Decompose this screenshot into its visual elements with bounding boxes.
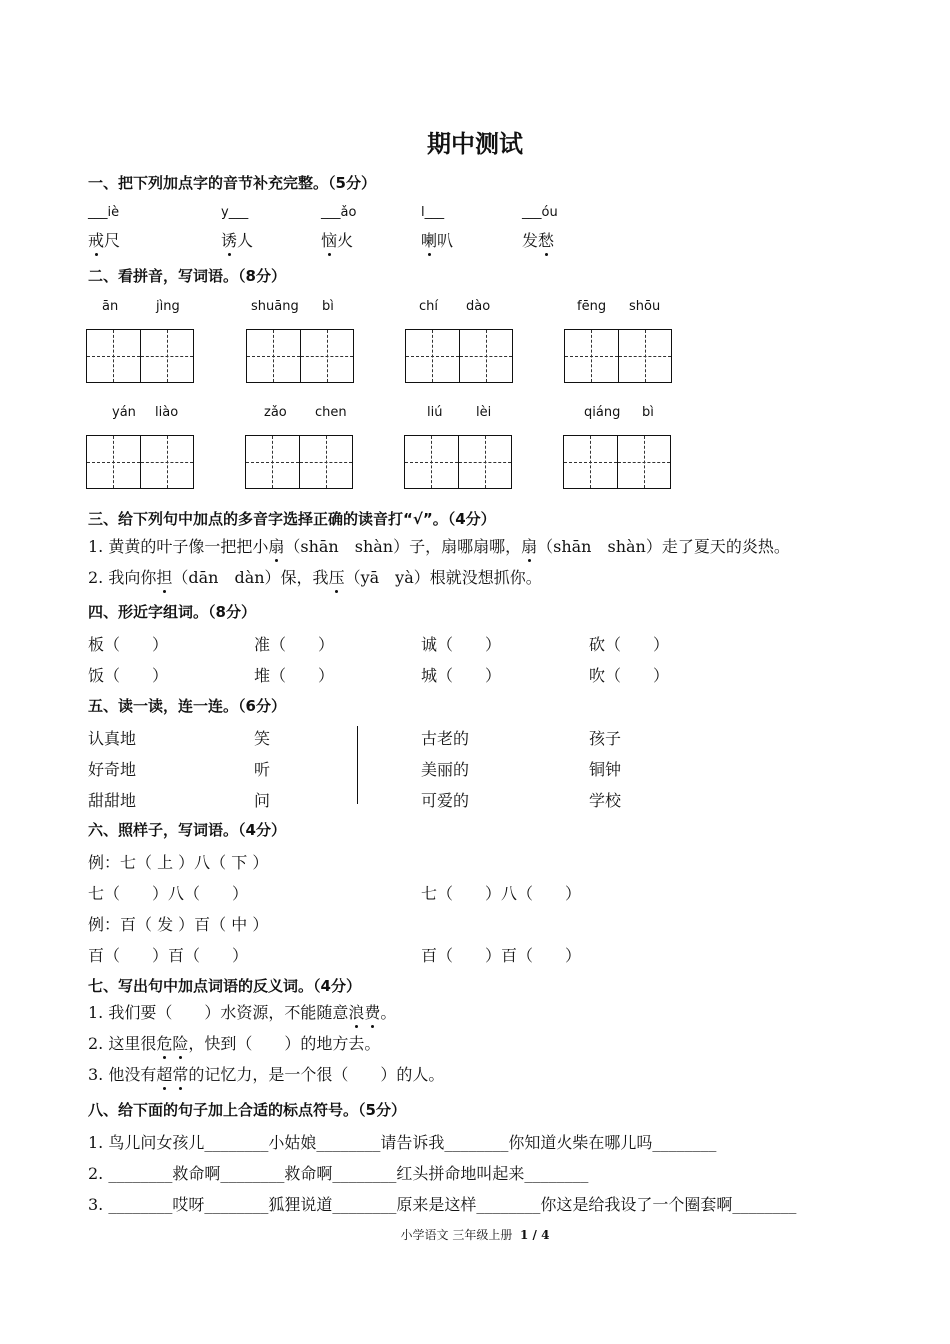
s2-pinyin: qiáng (584, 405, 621, 420)
writing-grid[interactable] (564, 329, 672, 383)
writing-grid[interactable] (563, 435, 671, 489)
s4-item: 城（ ） (421, 666, 502, 685)
s1-word-2: 诱人 (221, 228, 253, 251)
s5-word: 孩子 (589, 729, 622, 748)
s2-pinyin: liào (155, 405, 179, 420)
s4-item: 板（ ） (88, 635, 169, 654)
s8-line-2: 2. ________救命啊________救命啊________红头拼命地叫起来________ (88, 1164, 589, 1183)
s5-word: 可爱的 (421, 791, 470, 810)
divider-line (357, 726, 358, 804)
s5-word: 问 (254, 791, 271, 810)
writing-grid[interactable] (86, 329, 194, 383)
s1-pinyin-3: ___ǎo (321, 205, 357, 220)
s5-word: 认真地 (88, 729, 137, 748)
s2-pinyin: dào (466, 299, 491, 314)
s2-pinyin: ān (102, 299, 119, 314)
s4-item: 准（ ） (254, 635, 335, 654)
s5-word: 铜钟 (589, 760, 622, 779)
s1-word-3: 恼火 (321, 228, 353, 251)
writing-grid[interactable] (245, 435, 353, 489)
s7-line-2: 2. 这里很危险，快到（ ）的地方去。 (88, 1031, 380, 1054)
s2-pinyin: bì (642, 405, 654, 420)
s2-pinyin: liú (427, 405, 443, 420)
s4-item: 砍（ ） (589, 635, 670, 654)
s1-pinyin-4: l___ (421, 205, 445, 220)
section-3-heading: 三、给下列句中加点的多音字选择正确的读音打“√”。（4分） (88, 510, 496, 528)
writing-grid[interactable] (86, 435, 194, 489)
writing-grid[interactable] (404, 435, 512, 489)
s2-pinyin: bì (322, 299, 334, 314)
s3-line-1: 1. 黄黄的叶子像一把把小扇（shān shàn）子，扇哪扇哪，扇（shān shàn）走了夏天的炎热。 (88, 534, 790, 557)
s5-word: 甜甜地 (88, 791, 137, 810)
s5-word: 听 (254, 760, 271, 779)
s5-word: 古老的 (421, 729, 470, 748)
s2-pinyin: zǎo (264, 405, 287, 420)
s2-pinyin: lèi (476, 405, 492, 420)
s5-word: 学校 (589, 791, 622, 810)
s2-pinyin: shuāng (251, 299, 299, 314)
section-7-heading: 七、写出句中加点词语的反义词。（4分） (88, 977, 361, 995)
section-6-heading: 六、照样子，写词语。（4分） (88, 821, 286, 839)
s4-item: 吹（ ） (589, 666, 670, 685)
writing-grid[interactable] (405, 329, 513, 383)
s7-line-1: 1. 我们要（ ）水资源，不能随意浪费。 (88, 1000, 396, 1023)
page-footer: 小学语文 三年级上册 1 / 4 (400, 1228, 550, 1242)
s6-item: 七（ ）八（ ） (421, 884, 582, 903)
s2-pinyin: jìng (156, 299, 180, 314)
s4-item: 饭（ ） (88, 666, 169, 685)
s1-pinyin-2: y___ (221, 205, 249, 220)
s4-item: 堆（ ） (254, 666, 335, 685)
s2-pinyin: chen (315, 405, 347, 420)
s6-example-2: 例：百（ 发 ）百（ 中 ） (88, 915, 269, 934)
s4-item: 诚（ ） (421, 635, 502, 654)
page-number: 1 / 4 (520, 1228, 550, 1242)
section-5-heading: 五、读一读，连一连。（6分） (88, 697, 286, 715)
s1-pinyin-5: ___óu (522, 205, 558, 220)
section-2-heading: 二、看拼音，写词语。（8分） (88, 267, 286, 285)
s1-word-5: 发愁 (522, 228, 554, 251)
s6-example-1: 例：七（ 上 ）八（ 下 ） (88, 853, 269, 872)
s2-pinyin: fēng (577, 299, 607, 314)
s6-item: 七（ ）八（ ） (88, 884, 249, 903)
s6-item: 百（ ）百（ ） (421, 946, 582, 965)
section-4-heading: 四、形近字组词。（8分） (88, 603, 256, 621)
s1-word-1: 戒尺 (88, 228, 120, 251)
s3-line-2: 2. 我向你担（dān dàn）保，我压（yā yà）根就没想抓你。 (88, 565, 542, 588)
s5-word: 笑 (254, 729, 271, 748)
s2-pinyin: shōu (629, 299, 661, 314)
s1-word-4: 喇叭 (421, 228, 453, 251)
s8-line-1: 1. 鸟儿问女孩儿________小姑娘________请告诉我________你知道火柴在哪儿吗________ (88, 1133, 717, 1152)
writing-grid[interactable] (246, 329, 354, 383)
page-title: 期中测试 (427, 129, 523, 158)
s8-line-3: 3. ________哎呀________狐狸说道________原来是这样________你这是给我设了一个圈套啊________ (88, 1195, 797, 1214)
section-1-heading: 一、把下列加点字的音节补充完整。（5分） (88, 174, 376, 192)
section-8-heading: 八、给下面的句子加上合适的标点符号。（5分） (88, 1101, 406, 1119)
s1-pinyin-1: ___iè (88, 205, 120, 220)
s6-item: 百（ ）百（ ） (88, 946, 249, 965)
s5-word: 好奇地 (88, 760, 137, 779)
s5-word: 美丽的 (421, 760, 470, 779)
s7-line-3: 3. 他没有超常的记忆力，是一个很（ ）的人。 (88, 1062, 444, 1085)
s2-pinyin: yán (112, 405, 136, 420)
s2-pinyin: chí (419, 299, 438, 314)
